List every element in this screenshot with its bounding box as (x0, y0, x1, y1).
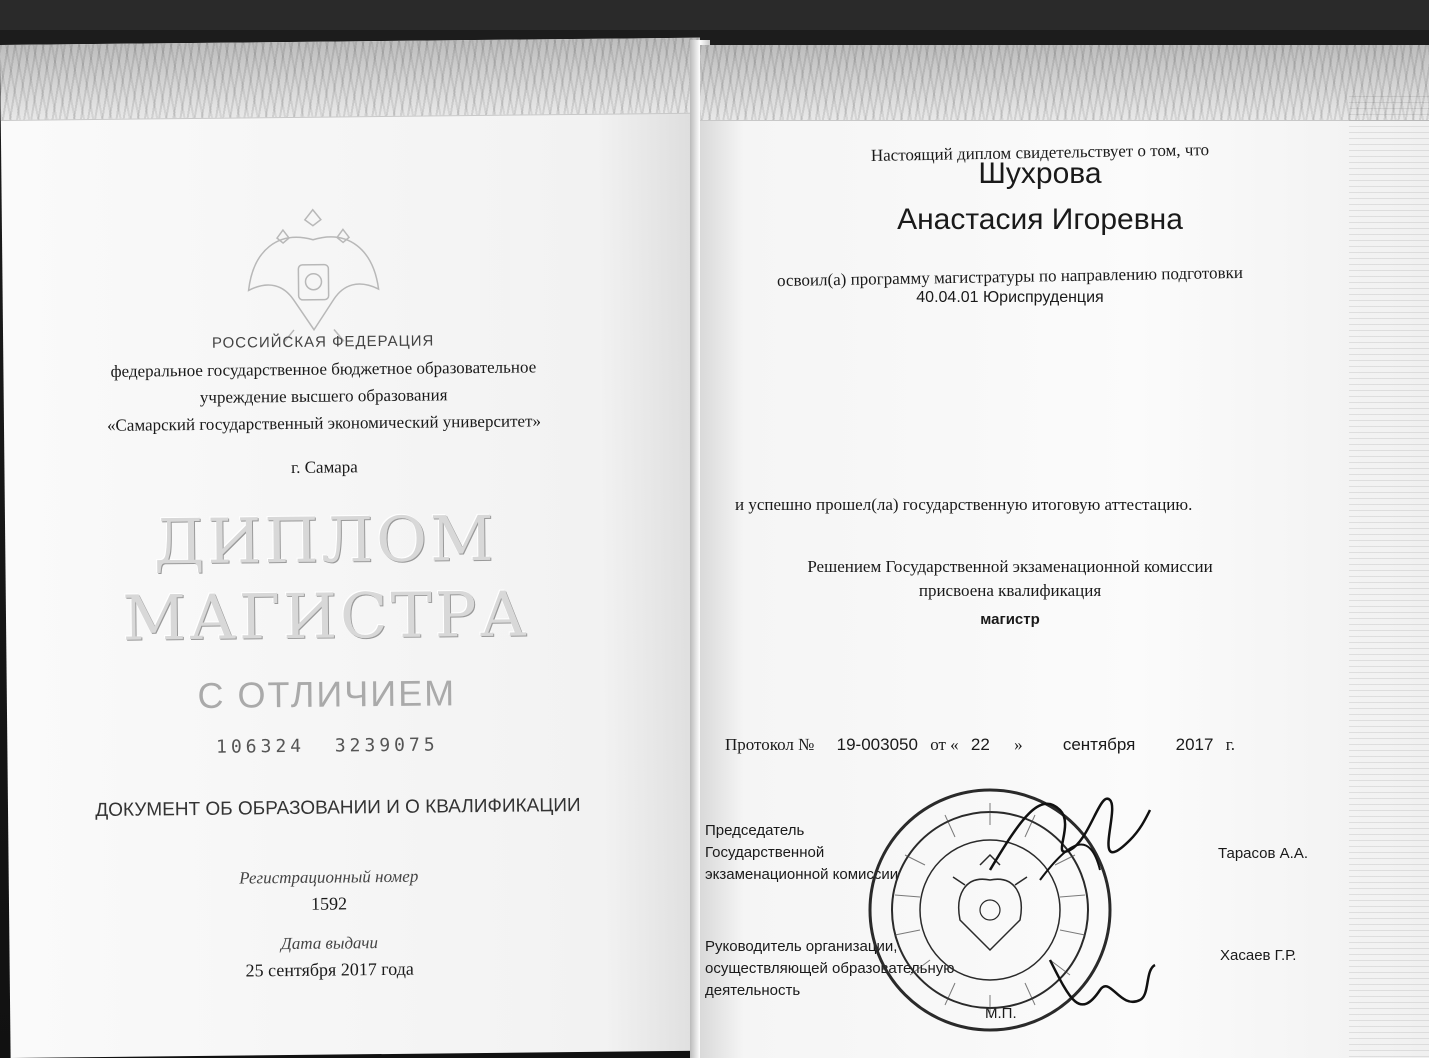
protocol-day-close: » (1014, 735, 1023, 754)
guilloche-band (0, 38, 701, 121)
issue-date-label: Дата выдачи (280, 933, 378, 954)
protocol-label: Протокол № (725, 735, 815, 754)
chair-title-line-3: экзаменационной комиссии (705, 866, 899, 883)
honors-label: С ОТЛИЧИЕМ (197, 672, 457, 716)
passed-text: и успешно прошел(ла) государственную итоговую аттестацию. (735, 495, 1193, 514)
protocol-day: 22 (970, 735, 990, 754)
document-type: ДОКУМЕНТ ОБ ОБРАЗОВАНИИ И О КВАЛИФИКАЦИИ (95, 794, 581, 822)
chair-title-line-1: Председатель (705, 822, 805, 839)
graduate-surname: Шухрова (978, 157, 1102, 190)
issue-date: 25 сентября 2017 года (245, 958, 414, 981)
institution-line-1: федеральное государственное бюджетное образовательное (110, 357, 537, 381)
head-title-line-1: Руководитель организации, (705, 938, 898, 955)
protocol-month: сентября (1062, 735, 1136, 754)
chair-name: Тарасов А.А. (1218, 845, 1309, 862)
head-name: Хасаев Г.Р. (1220, 947, 1297, 964)
graduate-given-names: Анастасия Игоревна (897, 203, 1183, 236)
diploma-title-line-1: ДИПЛОМ (153, 501, 497, 579)
microtext-border (1349, 95, 1429, 1058)
protocol-year-suffix: г. (1225, 735, 1236, 754)
institution-line-2: учреждение высшего образования (199, 385, 448, 407)
serial-digits: 3239075 (334, 734, 439, 757)
head-title-line-2: осуществляющей образовательную (705, 960, 955, 977)
protocol-year: 2017 (1175, 735, 1214, 754)
registration-number: 1592 (310, 893, 348, 914)
serial-number (87, 733, 567, 759)
diploma-left-page (0, 38, 711, 1058)
decision-line-2: присвоена квалификация (918, 581, 1102, 600)
diploma-title-line-2: МАГИСТРА (122, 577, 530, 655)
country-name: РОССИЙСКАЯ ФЕДЕРАЦИЯ (211, 332, 435, 352)
coat-of-arms-emblem (238, 199, 390, 351)
program-text: освоил(а) программу магистратуры по направлению подготовки (776, 262, 1244, 291)
protocol-number: 19-003050 (836, 735, 918, 754)
qualification-value: магистр (980, 611, 1040, 628)
head-title-line-3: деятельность (705, 982, 801, 999)
chair-signature (980, 780, 1160, 900)
guilloche-band (700, 45, 1429, 121)
serial-series: 106324 (215, 735, 306, 758)
seal-place-label: М.П. (985, 1005, 1017, 1022)
institution-line-3: «Самарский государственный экономический университет» (106, 411, 542, 435)
head-signature (1040, 940, 1160, 1040)
program-value: 40.04.01 Юриспруденция (916, 289, 1104, 306)
intro-text: Настоящий диплом свидетельствует о том, что (870, 140, 1210, 165)
city: г. Самара (290, 457, 358, 477)
chair-title-line-2: Государственной (705, 844, 825, 861)
registration-label: Регистрационный номер (239, 866, 419, 888)
protocol-row (725, 735, 1235, 755)
decision-line-1: Решением Государственной экзаменационной комиссии (807, 557, 1213, 576)
protocol-from-label: от « (930, 735, 959, 754)
